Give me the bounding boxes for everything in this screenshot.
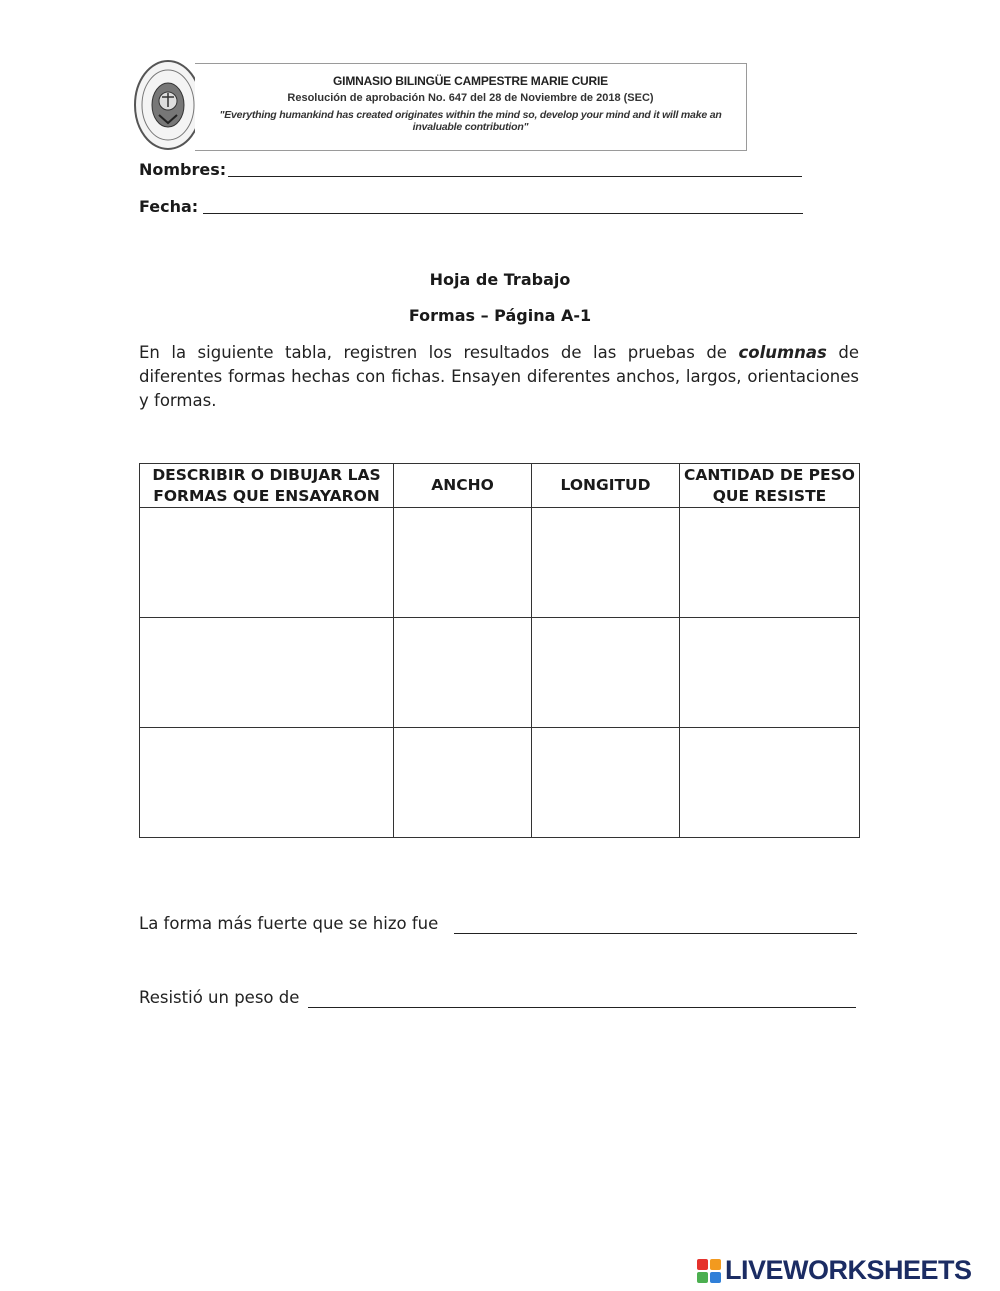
header-weight: CANTIDAD DE PESO QUE RESISTE [680,464,860,508]
date-input-line[interactable] [203,213,803,214]
table-header-row [140,464,860,508]
names-label: Nombres: [139,160,227,179]
table-row [140,618,860,728]
table-row [140,728,860,838]
strongest-shape-input-line[interactable] [454,933,857,934]
header-shapes: DESCRIBIR O DIBUJAR LAS FORMAS QUE ENSAYARON [140,464,394,508]
school-name: GIMNASIO BILINGÜE CAMPESTRE MARIE CURIE [333,74,608,88]
school-seal-logo [133,57,203,153]
liveworksheets-wordmark: LIVEWORKSHEETS [725,1255,972,1285]
instructions-emphasis: columnas [738,343,827,362]
cell-length[interactable] [532,508,680,618]
cell-width[interactable] [394,508,532,618]
cell-weight[interactable] [680,618,860,728]
weight-question: Resistió un peso de [139,988,300,1007]
results-table [139,463,860,838]
cell-length[interactable] [532,728,680,838]
cell-weight[interactable] [680,728,860,838]
school-motto: "Everything humankind has created originates within the mind so, develop your mind and it will make an invaluable contribution" [219,109,722,133]
cell-shape[interactable] [140,618,394,728]
worksheet-title: Hoja de Trabajo [429,270,571,289]
header-width: ANCHO [394,464,532,508]
instructions-text-after: de diferentes formas hechas con fichas. Ensayen diferentes anchos, largos, orientaciones y formas. [139,343,859,410]
names-input-line[interactable] [228,176,802,177]
instructions-text-before: En la siguiente tabla, registren los resultados de las pruebas de [139,343,739,362]
strongest-shape-question: La forma más fuerte que se hizo fue [139,914,439,933]
cell-length[interactable] [532,618,680,728]
header-length: LONGITUD [532,464,680,508]
date-label: Fecha: [139,197,199,216]
cell-width[interactable] [394,618,532,728]
cell-shape[interactable] [140,728,394,838]
worksheet-subtitle: Formas – Página A-1 [408,306,592,325]
weight-input-line[interactable] [308,1007,856,1008]
table-row [140,508,860,618]
liveworksheets-icon [697,1259,721,1283]
school-resolution: Resolución de aprobación No. 647 del 28 de Noviembre de 2018 (SEC) [287,92,654,104]
instructions-paragraph [139,341,859,413]
cell-width[interactable] [394,728,532,838]
cell-shape[interactable] [140,508,394,618]
cell-weight[interactable] [680,508,860,618]
school-header [195,63,747,151]
